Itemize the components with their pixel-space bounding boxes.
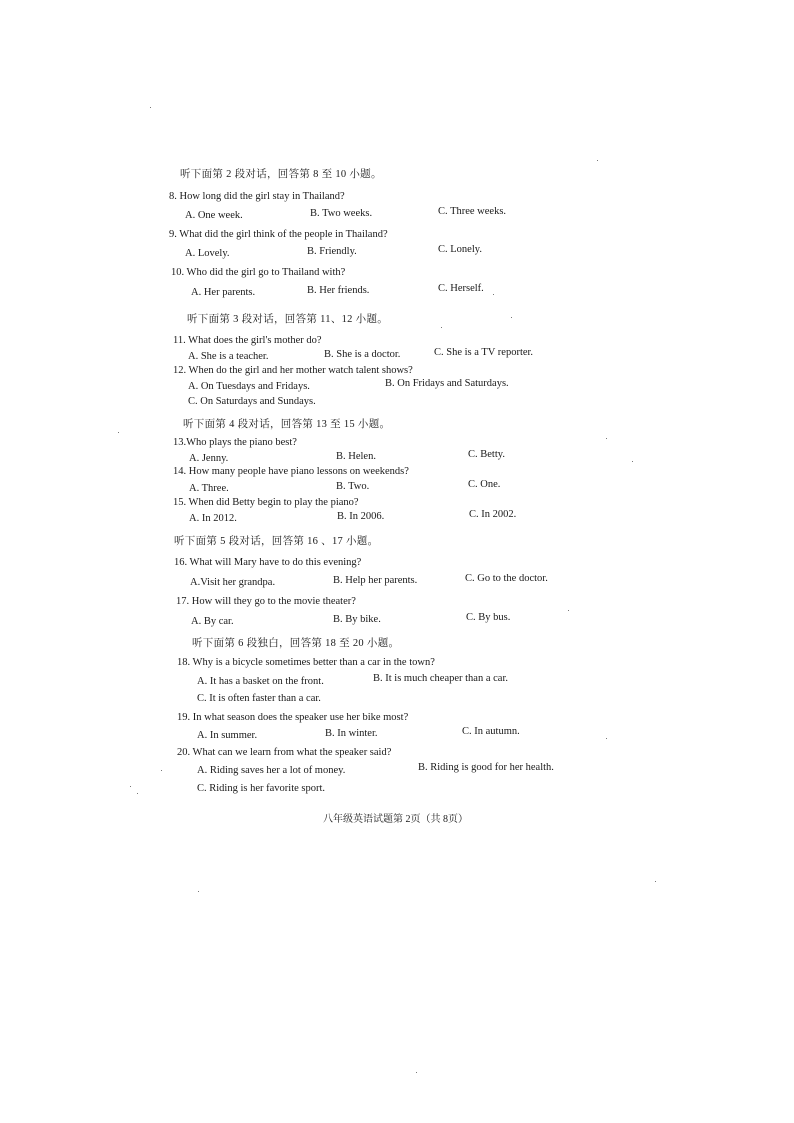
question-17-stem: 17. How will they go to the movie theater? [176, 596, 356, 607]
question-9-stem: 9. What did the girl think of the people in Thailand? [169, 229, 388, 240]
question-15-option-b: B. In 2006. [337, 511, 385, 522]
question-12-option-a: A. On Tuesdays and Fridays. [188, 381, 310, 392]
question-16-stem: 16. What will Mary have to do this evening? [174, 557, 362, 568]
question-12-option-b: B. On Fridays and Saturdays. [385, 378, 509, 389]
question-19-option-b: B. In winter. [325, 728, 378, 739]
question-19-option-c: C. In autumn. [462, 726, 520, 737]
question-17-option-c: C. By bus. [466, 612, 511, 623]
question-13-option-c: C. Betty. [468, 449, 505, 460]
question-15-option-c: C. In 2002. [469, 509, 517, 520]
question-14-option-a: A. Three. [189, 483, 229, 494]
question-9-option-a: A. Lovely. [185, 248, 230, 259]
question-17-option-b: B. By bike. [333, 614, 381, 625]
question-20-option-a: A. Riding saves her a lot of money. [197, 765, 346, 776]
question-13-stem: 13.Who plays the piano best? [173, 437, 297, 448]
question-8-option-b: B. Two weeks. [310, 208, 373, 219]
question-18-option-b: B. It is much cheaper than a car. [373, 673, 508, 684]
question-10-option-c: C. Herself. [438, 283, 484, 294]
question-11-option-c: C. She is a TV reporter. [434, 347, 534, 358]
page-footer: 八年级英语试题第 2页（共 8页） [323, 814, 468, 825]
question-11-option-b: B. She is a doctor. [324, 349, 401, 360]
question-11-stem: 11. What does the girl's mother do? [173, 335, 322, 346]
question-14-option-b: B. Two. [336, 481, 370, 492]
question-10-stem: 10. Who did the girl go to Thailand with? [171, 267, 346, 278]
question-16-option-b: B. Help her parents. [333, 575, 418, 586]
question-14-option-c: C. One. [468, 479, 501, 490]
question-9-option-b: B. Friendly. [307, 246, 357, 257]
question-20-option-c: C. Riding is her favorite sport. [197, 783, 326, 794]
section-4-instruction: 听下面第 4 段对话，回答第 13 至 15 小题。 [183, 419, 391, 430]
question-16-option-c: C. Go to the doctor. [465, 573, 548, 584]
question-18-option-c: C. It is often faster than a car. [197, 693, 321, 704]
question-15-stem: 15. When did Betty begin to play the piano? [173, 497, 359, 508]
question-16-option-a: A.Visit her grandpa. [190, 577, 276, 588]
section-2-instruction: 听下面第 2 段对话，回答第 8 至 10 小题。 [180, 169, 382, 180]
question-19-option-a: A. In summer. [197, 730, 258, 741]
question-8-stem: 8. How long did the girl stay in Thailand? [169, 191, 345, 202]
question-20-option-b: B. Riding is good for her health. [418, 762, 554, 773]
question-20-stem: 20. What can we learn from what the speaker said? [177, 747, 392, 758]
question-15-option-a: A. In 2012. [189, 513, 237, 524]
question-8-option-a: A. One week. [185, 210, 243, 221]
question-9-option-c: C. Lonely. [438, 244, 482, 255]
question-8-option-c: C. Three weeks. [438, 206, 507, 217]
question-17-option-a: A. By car. [191, 616, 234, 627]
question-18-stem: 18. Why is a bicycle sometimes better than a car in the town? [177, 657, 435, 668]
section-3-instruction: 听下面第 3 段对话，回答第 11、12 小题。 [187, 314, 389, 325]
question-13-option-b: B. Helen. [336, 451, 376, 462]
question-10-option-b: B. Her friends. [307, 285, 370, 296]
question-10-option-a: A. Her parents. [191, 287, 256, 298]
section-6-instruction: 听下面第 6 段独白，回答第 18 至 20 小题。 [192, 638, 400, 649]
question-11-option-a: A. She is a teacher. [188, 351, 269, 362]
question-12-option-c: C. On Saturdays and Sundays. [188, 396, 316, 407]
question-12-stem: 12. When do the girl and her mother watch talent shows? [173, 365, 413, 376]
question-18-option-a: A. It has a basket on the front. [197, 676, 324, 687]
question-14-stem: 14. How many people have piano lessons on weekends? [173, 466, 409, 477]
question-13-option-a: A. Jenny. [189, 453, 229, 464]
question-19-stem: 19. In what season does the speaker use her bike most? [177, 712, 409, 723]
section-5-instruction: 听下面第 5 段对话，回答第 16 、17 小题。 [174, 536, 379, 547]
